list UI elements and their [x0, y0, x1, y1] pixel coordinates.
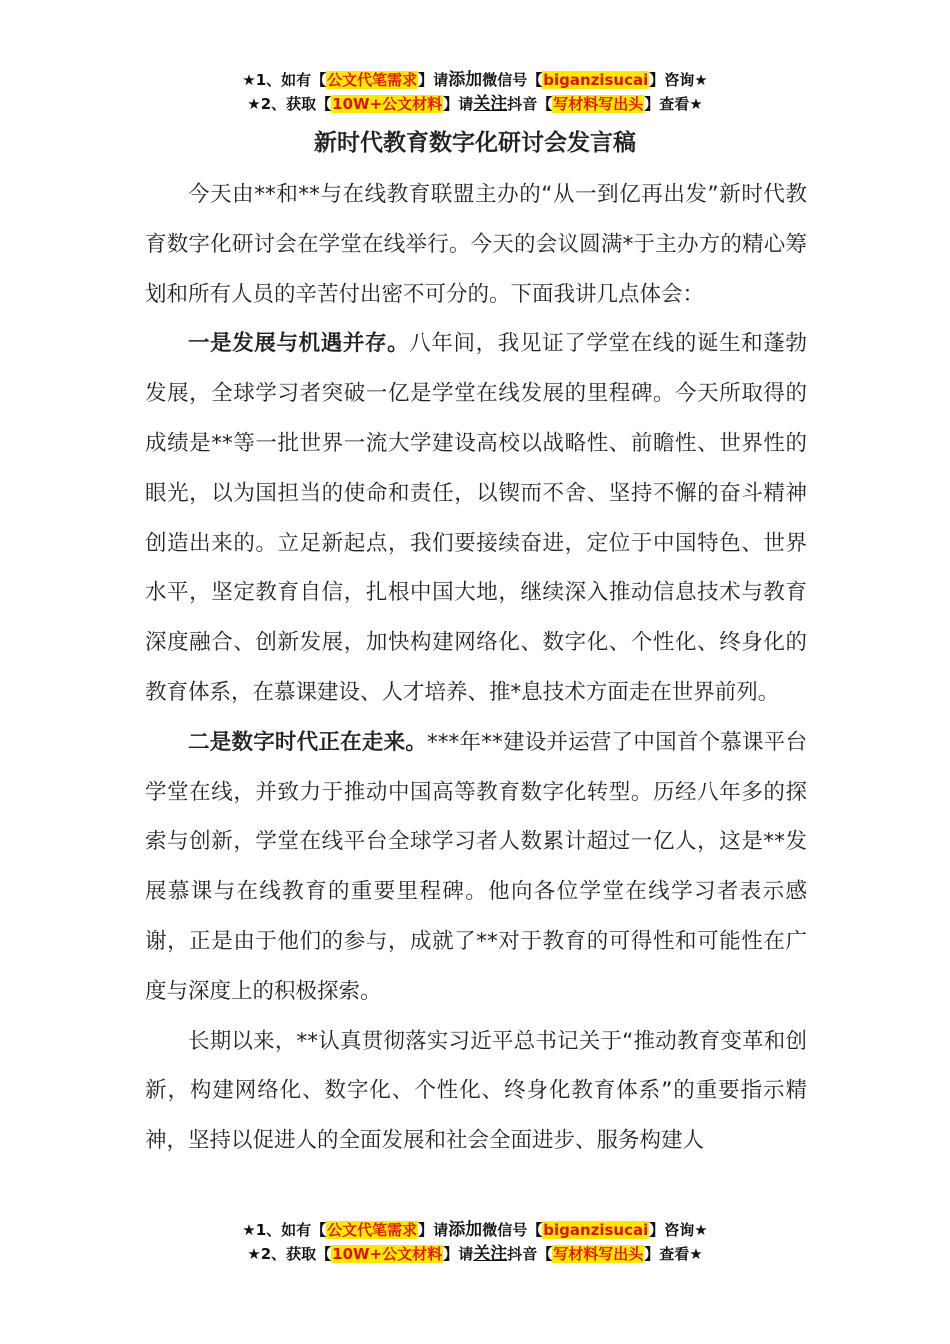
- paragraph-intro: 今天由**和**与在线教育联盟主办的“从一到亿再出发”新时代教育数字化研讨会在学堂在线举行。今天的会议圆满*于主办方的精心筹划和所有人员的辛苦付出密不可分的。下面我讲几点体会：: [145, 182, 807, 307]
- highlight-douyin-account: 写材料写出头: [553, 1245, 644, 1263]
- paragraph-continuation: 长期以来，**认真贯彻落实习近平总书记关于“推动教育变革和创新，构建网络化、数字化、个性化、终身化教育体系”的重要指示精神，坚持以促进人的全面发展和社会全面进步、服务构建人: [145, 1028, 807, 1154]
- star-icon: ★: [247, 95, 261, 113]
- highlight-materials: 10W+公文材料: [332, 1245, 443, 1263]
- highlight-wechat-id: biganzisucai: [543, 71, 649, 89]
- promo-banner-bottom: [0, 1218, 950, 1266]
- point-heading: 一是发展与机遇并存。: [188, 331, 410, 357]
- star-icon: ★: [242, 71, 256, 89]
- promo-banner-top: [0, 68, 950, 116]
- promo-line-2: ★2、获取【10W+公文材料】请关注抖音【写材料写出头】查看★: [247, 1244, 703, 1264]
- highlight-douyin-account: 写材料写出头: [553, 95, 644, 113]
- star-icon: ★: [247, 1245, 261, 1263]
- document-body: [145, 170, 807, 1166]
- highlight-materials: 10W+公文材料: [332, 95, 443, 113]
- paragraph-point-1: 一是发展与机遇并存。八年间，我见证了学堂在线的诞生和蓬勃发展，全球学习者突破一亿是学堂在线发展的里程碑。今天所取得的成绩是**等一批世界一流大学建设高校以战略性、前瞻性、世界性的眼光，以为国担当的使命和责任，以锲而不舍、坚持不懈的奋斗精神创造出来的。立足新起点，我们要接续奋进，定位于中国特色、世界水平，坚定教育自信，扎根中国大地，继续深入推动信息技术与教育深度融合、创新发展，加快构建网络化、数字化、个性化、终身化的教育体系，在慕课建设、人才培养、推*息技术方面走在世界前列。: [145, 331, 807, 705]
- paragraph-point-2: 二是数字时代正在走来。***年**建设并运营了中国首个慕课平台学堂在线，并致力于推动中国高等教育数字化转型。历经八年多的探索与创新，学堂在线平台全球学习者人数累计超过一亿人，这是**发展慕课与在线教育的重要里程碑。他向各位学堂在线学习者表示感谢，正是由于他们的参与，成就了**对于教育的可得性和可能性在广度与深度上的积极探索。: [145, 729, 807, 1004]
- highlight-service: 公文代笔需求: [327, 1221, 418, 1239]
- document-title: 新时代教育数字化研讨会发言稿: [314, 130, 636, 156]
- promo-line-1: ★1、如有【公文代笔需求】请添加微信号【biganzisucai】咨询★: [242, 70, 708, 90]
- promo-line-2: ★2、获取【10W+公文材料】请关注抖音【写材料写出头】查看★: [247, 94, 703, 114]
- star-icon: ★: [242, 1221, 256, 1239]
- highlight-service: 公文代笔需求: [327, 71, 418, 89]
- point-heading: 二是数字时代正在走来。: [188, 729, 428, 755]
- highlight-wechat-id: biganzisucai: [543, 1221, 649, 1239]
- promo-line-1: ★1、如有【公文代笔需求】请添加微信号【biganzisucai】咨询★: [242, 1220, 708, 1240]
